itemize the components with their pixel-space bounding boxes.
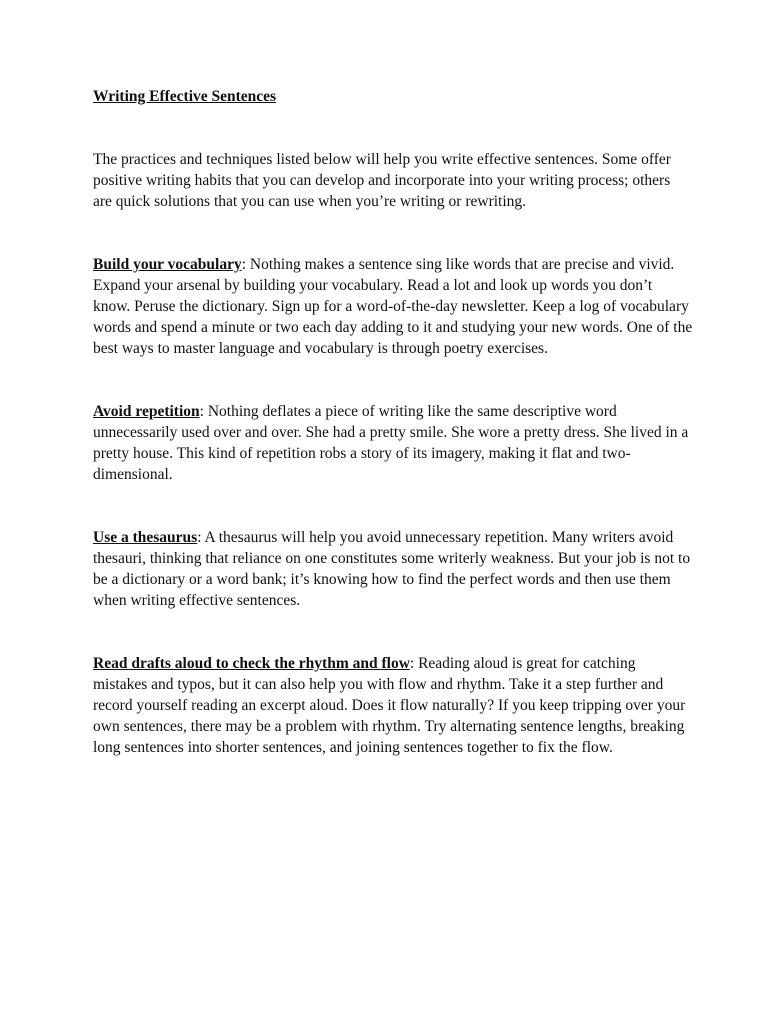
section-body: : Nothing deflates a piece of writing like the same descriptive word unnecessarily used over and over. She had a pretty smile. She wore a pretty dress. She lived in a pretty house. This kind of repetition robs a story of its imagery, making it flat and two-dimensional.	[93, 403, 689, 483]
section-body: : A thesaurus will help you avoid unnecessary repetition. Many writers avoid thesauri, thinking that reliance on one constitutes some writerly weakness. But your job is not to be a dictionary or a word bank; it’s knowing how to find the perfect words and then use them when writing effective sentences.	[93, 529, 691, 609]
section-heading: Read drafts aloud to check the rhythm and flow	[93, 655, 410, 672]
section-body: : Reading aloud is great for catching mistakes and typos, but it can also help you with flow and rhythm. Take it a step further and record yourself reading an excerpt aloud. Does it flow naturally? If you keep tripping over your own sentences, there may be a problem with rhythm. Try alternating sentence lengths, breaking long sentences into shorter sentences, and joining sentences together to fix the flow.	[93, 655, 686, 756]
section-heading: Use a thesaurus	[93, 529, 198, 546]
section-heading: Avoid repetition	[93, 403, 200, 420]
section-use-thesaurus	[93, 527, 693, 611]
section-read-aloud	[93, 653, 693, 758]
section-avoid-repetition	[93, 401, 693, 485]
intro-paragraph: The practices and techniques listed below will help you write effective sentences. Some offer positive writing habits that you can develop and incorporate into your writing process; others are quick solutions that you can use when you’re writing or rewriting.	[93, 151, 671, 210]
section-heading: Build your vocabulary	[93, 256, 242, 273]
section-body: : Nothing makes a sentence sing like words that are precise and vivid. Expand your arsenal by building your vocabulary. Read a lot and look up words you don’t know. Peruse the dictionary. Sign up for a word-of-the-day newsletter. Keep a log of vocabulary words and spend a minute or two each day adding to it and studying your new words. One of the best ways to master language and vocabulary is through poetry exercises.	[93, 256, 693, 357]
document-title: Writing Effective Sentences	[93, 88, 277, 105]
document-page	[93, 86, 693, 800]
section-build-vocabulary	[93, 254, 693, 359]
